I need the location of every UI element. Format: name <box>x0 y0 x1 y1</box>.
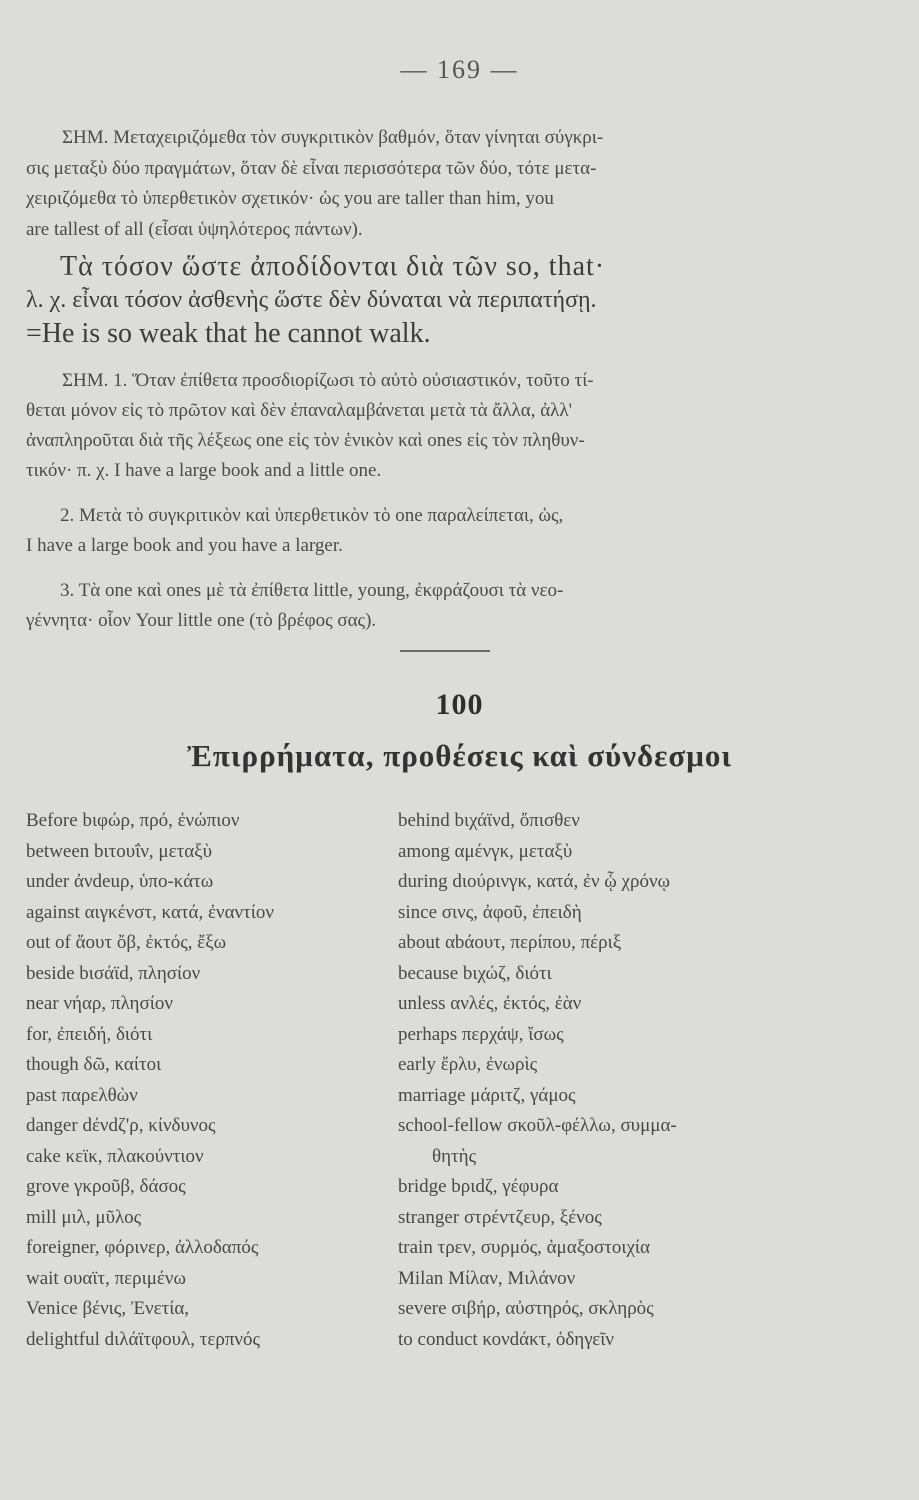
page-number: — 169 — <box>400 55 519 84</box>
vocab-entry: Venice βένις, Ἐνετία, <box>26 1298 190 1319</box>
vocab-column-right <box>398 806 677 1355</box>
vocab-entry: marriage μάριτζ, γάμος <box>398 1084 576 1106</box>
vocab-entry: beside bισάϊd, πλησίον <box>26 962 201 984</box>
text-line: are tallest of all (εἶσαι ὑψηλότερος πάντων). <box>26 219 363 240</box>
vocab-entry: against αιγκένστ, κατά, ἐναντίον <box>26 901 274 923</box>
vocab-entry-continuation: θητὴς <box>432 1145 477 1167</box>
vocab-entry: stranger στρέντζευρ, ξένος <box>398 1206 602 1228</box>
vocab-entry: cake κεϊκ, πλακούντιον <box>26 1145 204 1167</box>
vocab-entry: near νήαρ, πλησίον <box>26 993 173 1014</box>
text-line: θεται μόνον εἰς τὸ πρῶτον καὶ δὲν ἐπαναλαμβάνεται μετὰ τὰ ἄλλα, ἀλλ' <box>26 400 572 421</box>
vocab-entry: danger dένdζ'ρ, κίνδυνος <box>26 1115 216 1136</box>
text-line: 3. Τὰ one καὶ ones μὲ τὰ ἐπίθετα little, young, ἐκφράζουσι τὰ νεο- <box>60 580 564 601</box>
vocab-entry: train τρεν, συρμός, ἁμαξοστοιχία <box>398 1237 650 1258</box>
vocab-entry: delightful dιλάϊτφουλ, τερπνός <box>26 1328 261 1350</box>
vocab-entry: severe σιβήρ, αὐστηρός, σκληρὸς <box>398 1298 654 1319</box>
vocab-entry: because bιχώζ, διότι <box>398 962 552 984</box>
vocab-entry: about αbάουτ, περίπου, πέριξ <box>398 932 622 953</box>
text-line: λ. χ. εἶναι τόσον ἀσθενὴς ὥστε δὲν δύναται νὰ περιπατήσῃ. <box>26 287 597 313</box>
vocab-entry: though δῶ, καίτοι <box>26 1054 162 1075</box>
vocab-column-left <box>26 806 274 1355</box>
vocab-entry: Milan Μίλαν, Μιλάνον <box>398 1267 576 1289</box>
vocab-entry: mill μιλ, μῦλος <box>26 1206 142 1228</box>
text-line: γέννητα· οἷον Your little one (τὸ βρέφος σας). <box>26 610 377 631</box>
vocab-entry: bridge bριdζ, γέφυρα <box>398 1176 559 1197</box>
text-line: =He is so weak that he cannot walk. <box>26 318 431 349</box>
vocab-entry: to conduct κονdάκτ, ὁδηγεῖν <box>398 1328 614 1350</box>
vocab-entry: past παρελθὼν <box>26 1084 138 1106</box>
vocab-entry: during dιούρινγκ, κατά, ἐν ᾧ χρόνῳ <box>398 871 671 892</box>
vocab-entry: early ἔρλυ, ἐνωρὶς <box>398 1054 538 1075</box>
vocab-entry: school-fellow σκοῦλ-φέλλω, συμμα- <box>398 1115 677 1136</box>
text-line: I have a large book and you have a larger. <box>26 535 343 556</box>
vocab-entry: for, ἐπειδή, διότι <box>26 1023 153 1045</box>
text-line: ἀναπληροῦται διὰ τῆς λέξεως one εἰς τὸν ἑνικὸν καὶ ones εἰς τὸν πληθυν- <box>26 430 585 451</box>
vocab-entry: perhaps περχάψ, ἴσως <box>398 1023 564 1045</box>
vocab-entry: wait ουαϊτ, περιμένω <box>26 1267 186 1289</box>
vocab-entry: since σινς, ἀφοῦ, ἐπειδὴ <box>398 901 582 923</box>
vocab-entry: under ἀνdeuρ, ὑπο-κάτω <box>26 871 214 892</box>
lesson-title: Ἐπιρρήματα, προθέσεις καὶ σύνδεσμοι <box>187 738 732 773</box>
section-divider <box>400 650 490 652</box>
lesson-number: 100 <box>435 688 484 721</box>
vocab-entry: among αμένγκ, μεταξὺ <box>398 840 573 862</box>
vocab-entry: unless ανλές, ἐκτός, ἐὰν <box>398 993 582 1014</box>
text-line: 2. Μετὰ τὸ συγκριτικὸν καὶ ὑπερθετικὸν τὸ one παραλείπεται, ὡς, <box>60 505 564 526</box>
vocab-entry: Before bιφώρ, πρό, ἐνώπιον <box>26 810 240 831</box>
vocab-entry: foreigner, φόρινερ, ἀλλοδαπός <box>26 1237 259 1258</box>
text-line: χειριζόμεθα τὸ ὑπερθετικὸν σχετικόν· ὡς you are taller than him, you <box>26 188 554 209</box>
text-line: ΣΗΜ. 1. Ὅταν ἐπίθετα προσδιορίζωσι τὸ αὐτὸ οὐσιαστικόν, τοῦτο τί- <box>62 370 594 391</box>
vocab-entry: between bιτουΐν, μεταξὺ <box>26 840 213 862</box>
text-line: ΣΗΜ. Μεταχειριζόμεθα τὸν συγκριτικὸν βαθμόν, ὅταν γίνηται σύγκρι- <box>62 127 604 148</box>
text-line: τικόν· π. χ. I have a large book and a little one. <box>26 460 382 481</box>
text-line: Τὰ τόσον ὥστε ἀποδίδονται διὰ τῶν so, that· <box>60 251 606 282</box>
vocab-entry: out of ἄουτ ὄβ, ἐκτός, ἔξω <box>26 932 227 953</box>
text-line: σις μεταξὺ δύο πραγμάτων, ὅταν δὲ εἶναι περισσότερα τῶν δύο, τότε μετα- <box>26 158 597 179</box>
vocab-entry: grove γκροῦβ, δάσος <box>26 1176 186 1197</box>
vocab-entry: behind bιχάϊνd, ὄπισθεν <box>398 810 580 831</box>
